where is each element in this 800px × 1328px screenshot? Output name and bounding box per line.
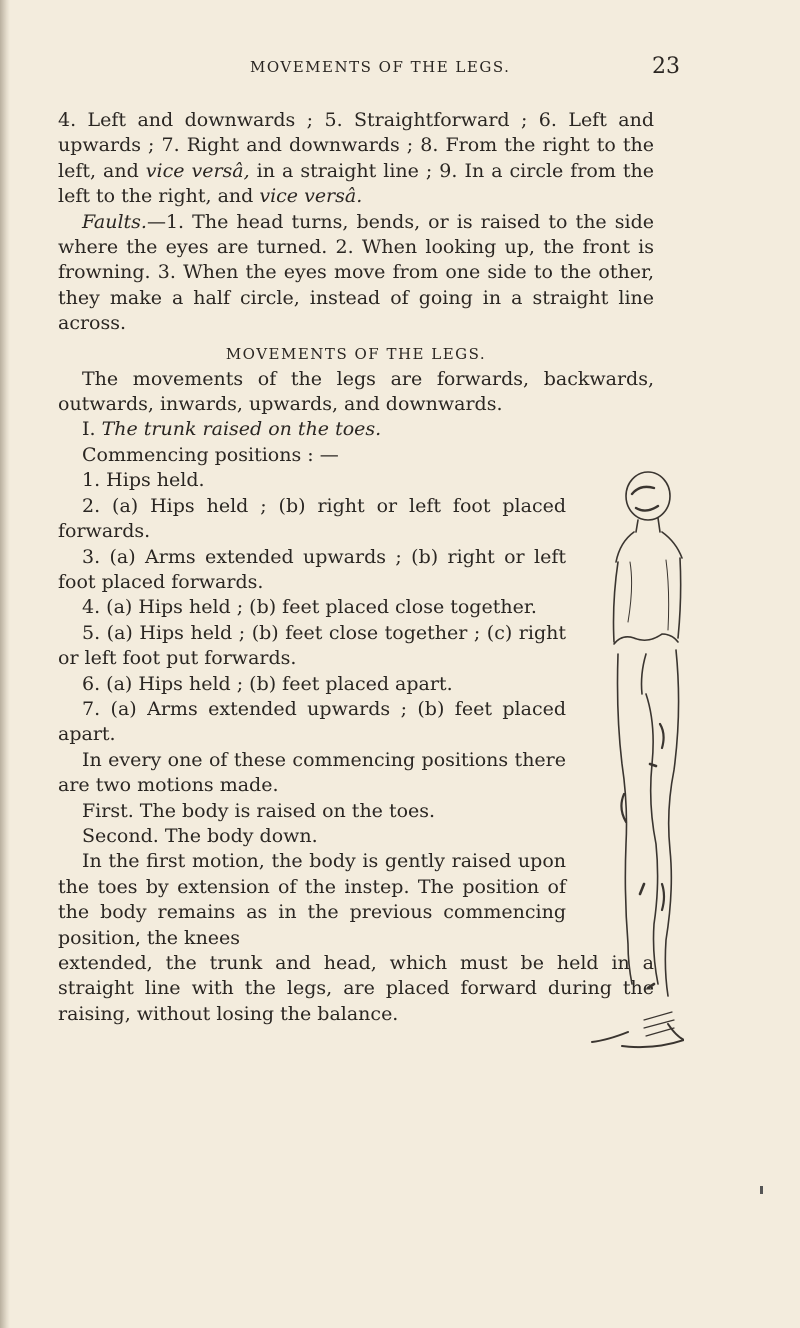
faults-paragraph bbox=[58, 210, 654, 337]
running-head: MOVEMENTS OF THE LEGS. bbox=[250, 58, 511, 76]
faults-label: Faults. bbox=[82, 210, 147, 233]
subhead-number: I. bbox=[82, 418, 96, 441]
faults-text: —1. The head turns, bends, or is raised to the side where the eyes are turned. 2. When looking up, the front is frowning. 3. When the eyes move from one side to the other, they make a half circle, instead of going in a straight line across. bbox=[58, 210, 654, 335]
first-motion: First. The body is raised on the toes. bbox=[82, 799, 436, 822]
position-item: 3. (a) Arms extended upwards ; (b) right or left foot placed forwards. bbox=[58, 545, 566, 593]
motion-description-end: extended, the trunk and head, which must be held in a straight line with the legs, are placed forward during the raising, without losing the balance. bbox=[58, 952, 654, 1025]
section-intro: The movements of the legs are forwards, backwards, outwards, inwards, upwards, and downwards. bbox=[58, 367, 654, 416]
head-shape bbox=[626, 472, 670, 520]
page-spine-shadow bbox=[0, 0, 10, 1328]
position-item: 4. (a) Hips held ; (b) feet placed close together. bbox=[82, 596, 537, 619]
intro-text-1: 4. Left and downwards ; 5. Straightforward ; 6. Left and upwards ; 7. Right and downwards ; 8. From the right to the left, and bbox=[58, 109, 654, 182]
subhead bbox=[58, 417, 566, 442]
page-body bbox=[58, 108, 654, 1027]
position-item: 5. (a) Hips held ; (b) feet close together ; (c) right or left foot put forwards. bbox=[58, 621, 566, 670]
position-item: 6. (a) Hips held ; (b) feet placed apart. bbox=[82, 672, 453, 695]
figure-legs-illustration bbox=[584, 464, 684, 1064]
position-item: 1. Hips held. bbox=[82, 469, 205, 492]
vice-versa-1: vice versâ, bbox=[145, 159, 250, 182]
wrapped-block bbox=[58, 417, 566, 951]
vice-versa-2: vice versâ. bbox=[259, 185, 363, 208]
subhead-title: The trunk raised on the toes. bbox=[101, 418, 382, 441]
section-heading: MOVEMENTS OF THE LEGS. bbox=[225, 344, 487, 363]
intro-paragraph bbox=[58, 108, 654, 210]
motion-description: In the first motion, the body is gently raised upon the toes by extension of the instep. The position of the body remains as in the previous commencing position, the knees bbox=[58, 850, 566, 949]
corner-mark bbox=[760, 1186, 763, 1194]
position-item: 7. (a) Arms extended upwards ; (b) feet placed apart. bbox=[58, 697, 566, 746]
position-item: 2. (a) Hips held ; (b) right or left foot placed forwards. bbox=[58, 494, 566, 543]
second-motion: Second. The body down. bbox=[82, 824, 318, 847]
page-number: 23 bbox=[652, 54, 680, 79]
commencing-label: Commencing positions : — bbox=[82, 443, 339, 466]
intro-text-2: in a straight line ; 9. In a circle from the left to the right, and bbox=[58, 159, 654, 208]
commencing-note: In every one of these commencing positions there are two motions made. bbox=[58, 748, 566, 797]
